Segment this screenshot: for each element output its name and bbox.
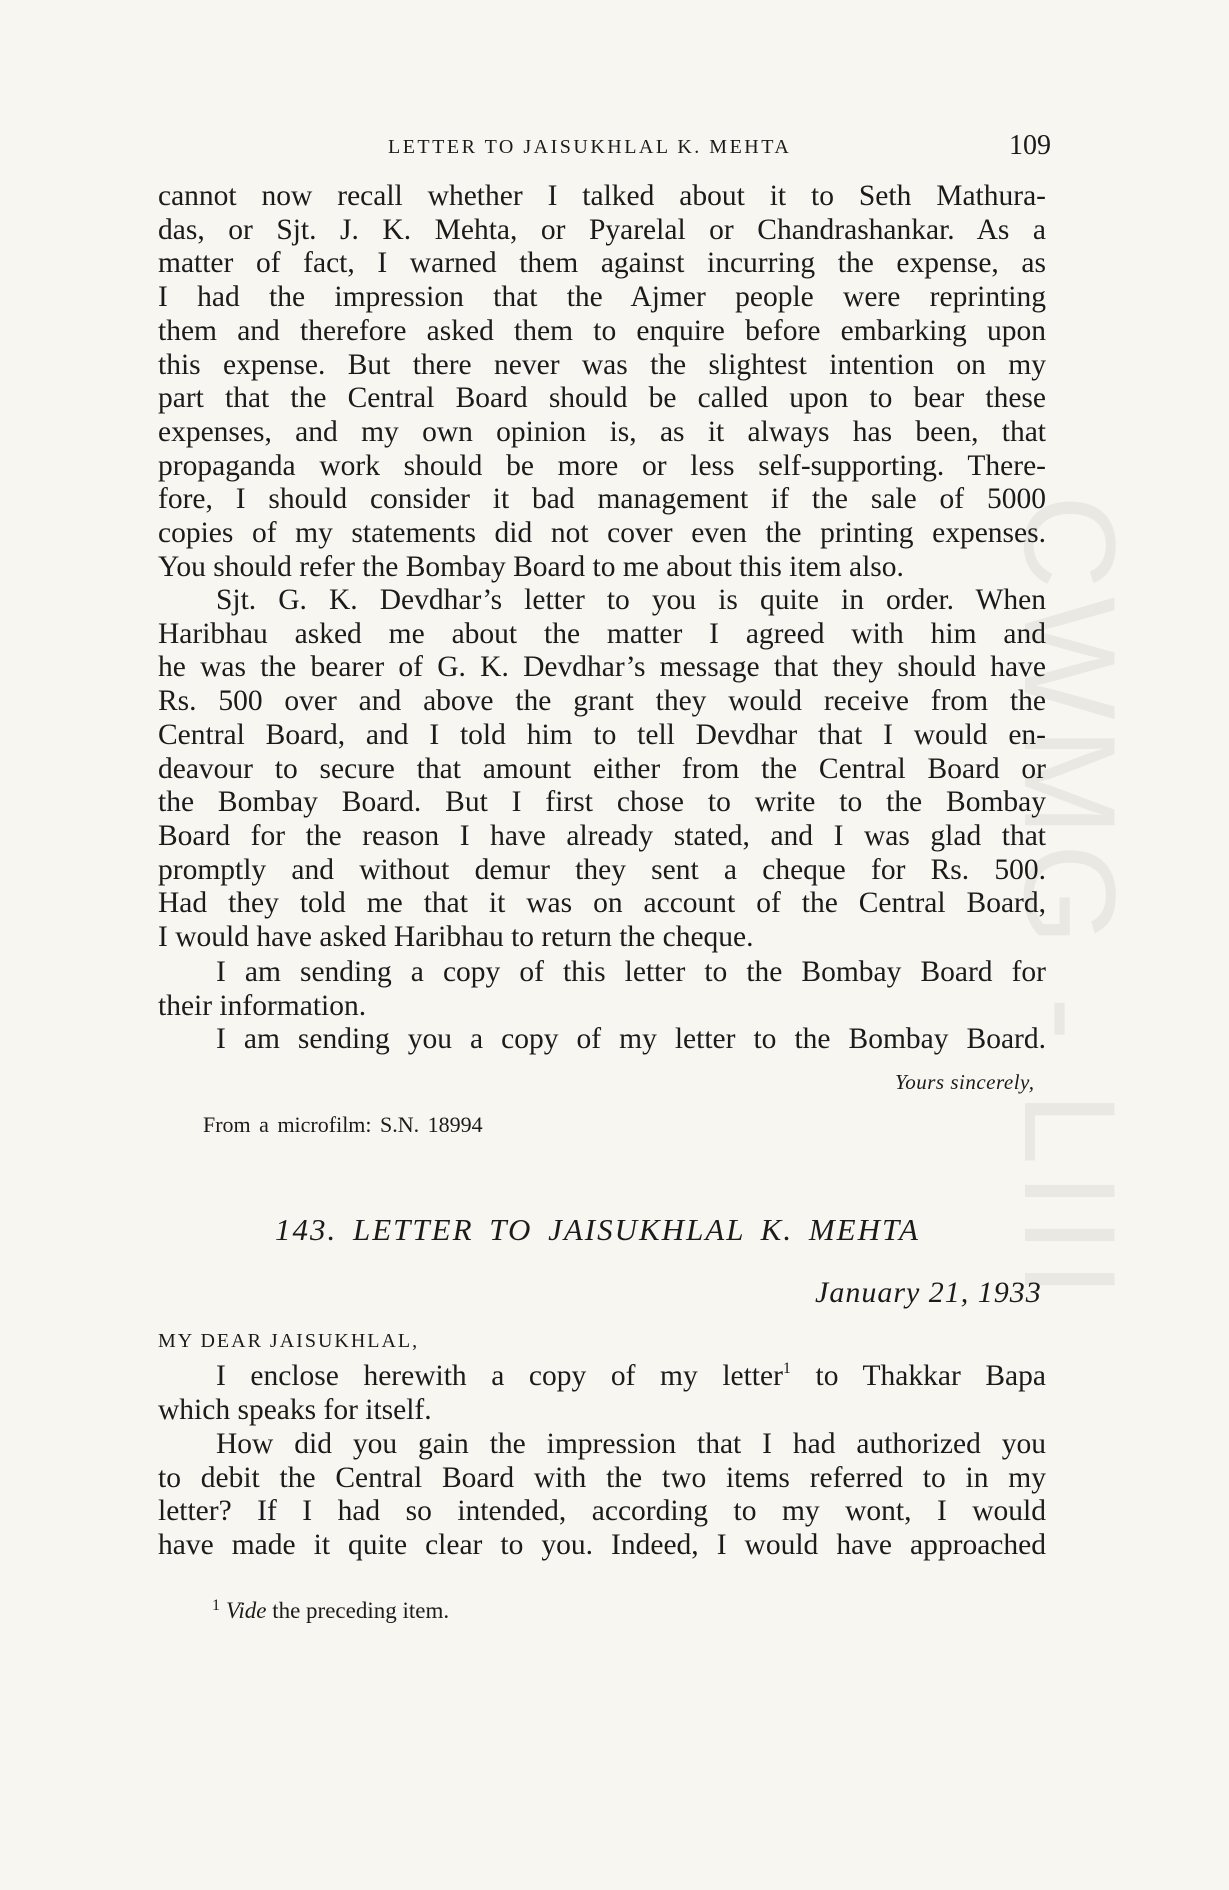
text-line: How did you gain the impression that I had authorized you (216, 1428, 1046, 1460)
text-line: he was the bearer of G. K. Devdhar’s message that they should have (158, 651, 1046, 684)
closing-signoff: Yours sincerely, (895, 1070, 1035, 1094)
text-line: I had the impression that the Ajmer people were reprinting (158, 281, 1046, 314)
letter-paragraph-2 (158, 584, 1046, 955)
text-line: to debit the Central Board with the two items referred to in my (158, 1461, 1046, 1494)
text-line: I am sending a copy of this letter to the Bombay Board for (216, 956, 1046, 988)
text-line: Central Board, and I told him to tell Devdhar that I would en- (158, 718, 1046, 751)
footnote (212, 1597, 449, 1624)
text-line: promptly and without demur they sent a cheque for Rs. 500. (158, 853, 1046, 886)
text-fragment: I enclose herewith a copy of my letter (216, 1360, 783, 1392)
text-line: this expense. But there never was the slightest intention on my (158, 348, 1046, 381)
running-head: LETTER TO JAISUKHLAL K. MEHTA (388, 136, 792, 158)
page-number: 109 (1009, 130, 1051, 161)
item-paragraph-1 (158, 1360, 1046, 1427)
text-line: matter of fact, I warned them against incurring the expense, as (158, 247, 1046, 280)
text-line: part that the Central Board should be called upon to bear these (158, 382, 1046, 415)
letter-paragraph-3 (158, 956, 1046, 1023)
salutation: MY DEAR JAISUKHLAL, (158, 1330, 420, 1352)
text-line: Rs. 500 over and above the grant they would receive from the (158, 685, 1046, 718)
text-line: which speaks for itself. (158, 1393, 432, 1426)
text-line: letter? If I had so intended, according to my wont, I would (158, 1495, 1046, 1528)
text-line: Board for the reason I have already stated, and I was glad that (158, 819, 1046, 852)
text-line: their information. (158, 989, 367, 1022)
footnote-text: the preceding item. (266, 1598, 450, 1623)
item-paragraph-2 (158, 1428, 1046, 1563)
text-line: I would have asked Haribhau to return the cheque. (158, 921, 754, 954)
text-line: have made it quite clear to you. Indeed, I would have approached (158, 1529, 1046, 1562)
letter-date: January 21, 1933 (815, 1276, 1042, 1309)
text-line: deavour to secure that amount either from the Central Board or (158, 752, 1046, 785)
letter-paragraph-1 (158, 180, 1046, 584)
text-line: das, or Sjt. J. K. Mehta, or Pyarelal or Chandrashankar. As a (158, 213, 1046, 246)
item-title: 143. LETTER TO JAISUKHLAL K. MEHTA (275, 1212, 920, 1247)
footnote-reference: 1 (782, 1360, 791, 1377)
text-line: I am sending you a copy of my letter to the Bombay Board. (216, 1023, 1046, 1055)
source-note: From a microfilm: S.N. 18994 (203, 1112, 483, 1137)
text-line: propaganda work should be more or less self-supporting. There- (158, 449, 1046, 482)
footnote-italic: Vide (226, 1598, 267, 1623)
letter-paragraph-4 (158, 1023, 1046, 1057)
text-fragment: to Thakkar Bapa (790, 1360, 1046, 1392)
text-line: You should refer the Bombay Board to me about this item also. (158, 550, 904, 583)
text-line: copies of my statements did not cover even the printing expenses. (158, 517, 1046, 550)
text-line: them and therefore asked them to enquire before embarking upon (158, 314, 1046, 347)
text-line: Sjt. G. K. Devdhar’s letter to you is quite in order. When (216, 584, 1046, 616)
text-line (158, 1360, 1046, 1394)
footnote-mark: 1 (212, 1597, 220, 1614)
watermark: CWMG - LIII (997, 495, 1143, 1306)
text-line: the Bombay Board. But I first chose to write to the Bombay (158, 786, 1046, 819)
text-line: fore, I should consider it bad management if the sale of 5000 (158, 483, 1046, 516)
text-line: expenses, and my own opinion is, as it always has been, that (158, 415, 1046, 448)
text-line: Had they told me that it was on account of the Central Board, (158, 887, 1046, 920)
text-line: cannot now recall whether I talked about it to Seth Mathura- (158, 180, 1046, 212)
text-line: Haribhau asked me about the matter I agreed with him and (158, 617, 1046, 650)
